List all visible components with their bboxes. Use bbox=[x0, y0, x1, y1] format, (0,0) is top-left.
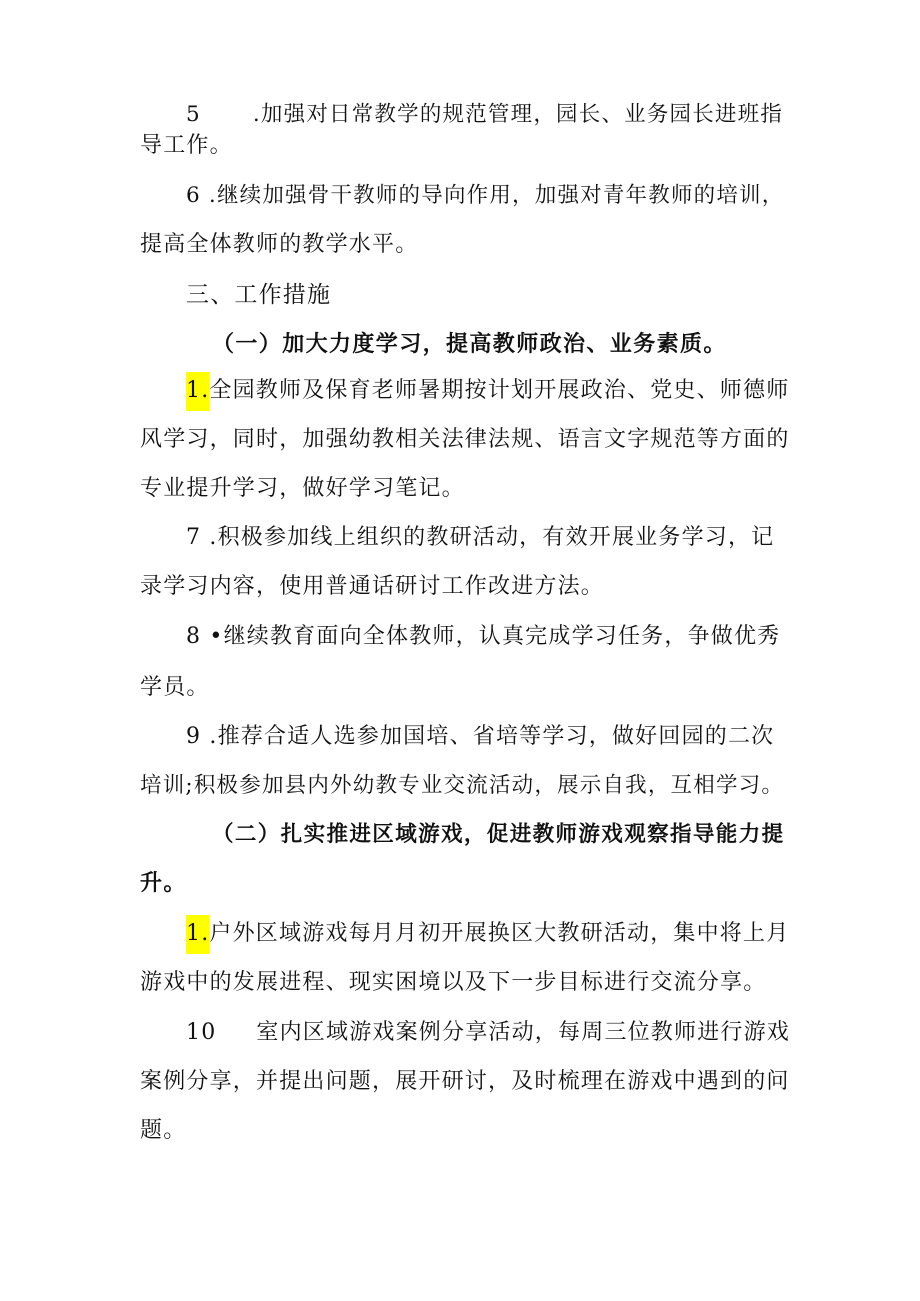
item-10-line-3: 题。 bbox=[140, 1118, 187, 1143]
sub1-item-1-text-1: 全园教师及保育老师暑期按计划开展政治、党史、师德师 bbox=[209, 378, 790, 403]
sub1-item-1-marker: 1. bbox=[186, 372, 209, 411]
sub1-item-1-line-1 bbox=[186, 376, 789, 406]
item-5-number: 5 bbox=[186, 102, 201, 127]
subsection-1-heading: （一）加大力度学习，提高教师政治、业务素质。 bbox=[212, 332, 727, 357]
item-8-line-1: 8 •继续教育面向全体教师，认真完成学习任务，争做优秀 bbox=[186, 624, 781, 649]
item-6-line-1: 6 .继续加强骨干教师的导向作用，加强对青年教师的培训， bbox=[186, 183, 785, 208]
item-5-line-1 bbox=[186, 100, 783, 130]
sub2-item-1-line-1 bbox=[186, 919, 789, 949]
sub2-item-1-text-1: 户外区域游戏每月月初开展换区大教研活动，集中将上月 bbox=[209, 921, 790, 946]
item-5-line-2: 导工作。 bbox=[140, 133, 233, 158]
sub2-item-1-line-2: 游戏中的发展进程、现实困境以及下一步目标进行交流分享。 bbox=[140, 970, 767, 995]
subsection-2-heading-line-1: （二）扎实推进区域游戏，促进教师游戏观察指导能力提 bbox=[212, 822, 785, 847]
item-10-number: 10 bbox=[186, 1020, 217, 1045]
item-8-line-2: 学员。 bbox=[140, 675, 210, 700]
item-10-line-1 bbox=[186, 1018, 790, 1048]
sub1-item-1-line-3: 专业提升学习，做好学习笔记。 bbox=[140, 476, 465, 501]
section-3-heading: 三、工作措施 bbox=[186, 282, 332, 308]
item-6-line-2: 提高全体教师的教学水平。 bbox=[140, 232, 419, 257]
item-9-line-2: 培训;积极参加县内外幼教专业交流活动，展示自我，互相学习。 bbox=[140, 773, 785, 798]
item-7-line-2: 录学习内容，使用普通话研讨工作改进方法。 bbox=[140, 574, 605, 599]
sub2-item-1-marker: 1. bbox=[186, 915, 209, 954]
item-5-text-1: .加强对日常教学的规范管理，园长、业务园长进班指 bbox=[252, 102, 784, 127]
item-10-line-2: 案例分享，并提出问题，展开研讨，及时梳理在游戏中遇到的问 bbox=[140, 1069, 790, 1094]
item-10-text-1: 室内区域游戏案例分享活动，每周三位教师进行游戏 bbox=[256, 1020, 791, 1045]
subsection-2-heading-line-2: 升。 bbox=[140, 871, 187, 896]
item-9-line-1: 9 .推荐合适人选参加国培、省培等学习，做好回园的二次 bbox=[186, 724, 775, 749]
item-7-line-1: 7 .积极参加线上组织的教研活动，有效开展业务学习，记 bbox=[186, 525, 775, 550]
sub1-item-1-line-2: 风学习，同时，加强幼教相关法律法规、语言文字规范等方面的 bbox=[140, 427, 790, 452]
